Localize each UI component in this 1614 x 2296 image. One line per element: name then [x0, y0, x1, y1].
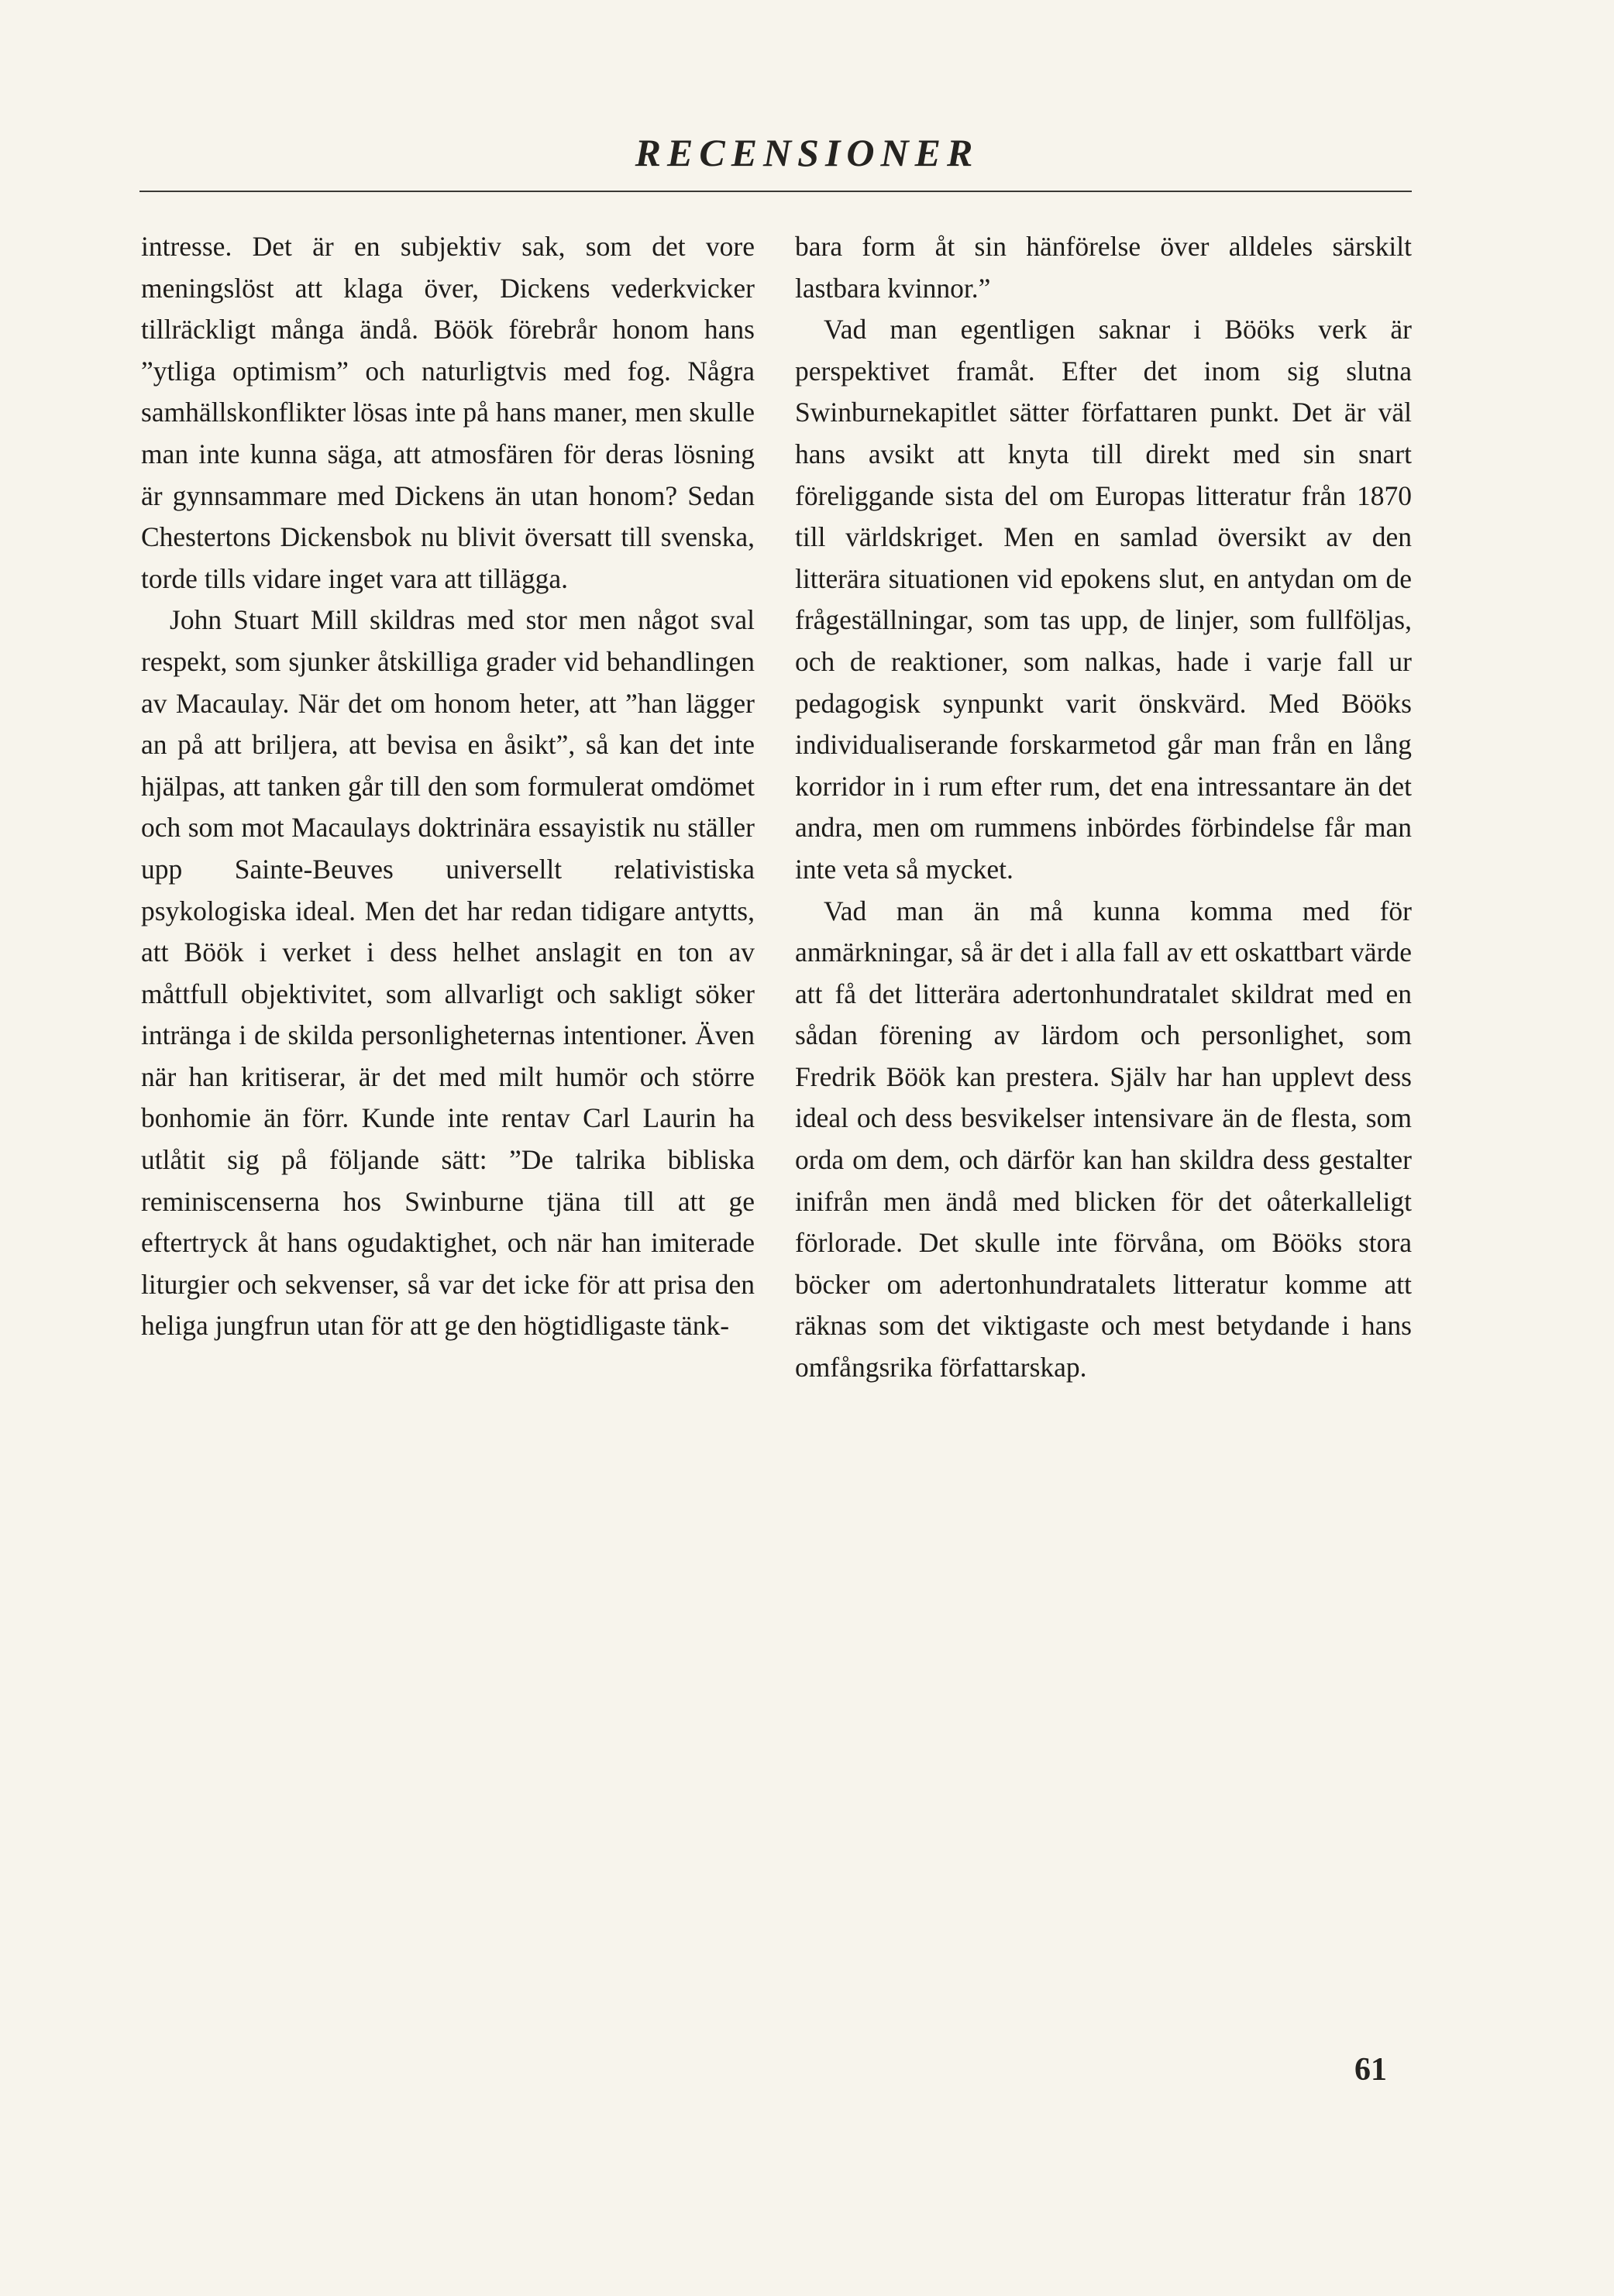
paragraph: John Stuart Mill skildras med stor men något sval respekt, som sjunker åtskilliga grader vid behandlingen av Macaulay. När det om honom heter, att ”han lägger an på att briljera, att bevisa en åsikt”, så kan det inte hjälpas, att tanken går till den som formulerat omdömet och som mot Macaulays doktrinära essayistik nu ställer upp Sainte-Beuves universellt relativistiska psykologiska ideal. Men det har redan tidigare antytts, att Böök i verket i dess helhet anslagit en ton av måttfull objektivitet, som allvarligt och sakligt söker inträngа i de skilda personligheternas intentioner. Även när han kritiserar, är det med milt humör och större bonhomie än förr. Kunde inte rentav Carl Laurin ha utlåtit sig på följande sätt: ”De talrika bibliska reminiscenserna hos Swinburne tjäna till att ge eftertryck åt hans ogudaktighet, och när han imiterade liturgier och sekvenser, så var det icke för att prisa den heliga jungfrun utan för att ge den högtidligaste tänk-	[141, 604, 755, 1342]
left-text-column	[141, 226, 755, 1347]
paragraph: bara form åt sin hänförelse över alldeles särskilt lastbara kvinnor.”	[795, 231, 1412, 304]
paragraph: Vad man än må kunna komma med för anmärkningar, så är det i alla fall av ett oskattbart värde att få det litterära adertonhundratalet skildrat med en sådan förening av lärdom och personlighet, som Fredrik Böök kan prestera. Själv har han upplevt dess ideal och dess besvikelser intensivare än de flesta, som orda om dem, och därför kan han skildra dess gestalter inifrån men ändå med blicken för det oåterkalleligt förlorade. Det skulle inte förvåna, om Bööks stora böcker om adertonhundratalets litteratur komme att räknas som det viktigaste och mest betydande i hans omfångsrika författarskap.	[795, 895, 1412, 1383]
running-header-title: RECENSIONER	[635, 131, 979, 174]
paragraph: Vad man egentligen saknar i Bööks verk är perspektivet framåt. Efter det inom sig slutna Swinburnekapitlet sätter författaren punkt. Det är väl hans avsikt att knyta till direkt med sin snart föreliggande sista del om Europas litteratur från 1870 till världskriget. Men en samlad översikt av den litterära situationen vid epokens slut, en antydan om de frågeställningar, som tas upp, de linjer, som fullföljas, och de reaktioner, som nalkas, hade i varje fall ur pedagogisk synpunkt varit önskvärd. Med Bööks individualiserande forskarmetod går man från en lång korridor in i rum efter rum, det ena intressantare än det andra, men om rummens inbördes förbindelse får man inte veta så mycket.	[795, 314, 1412, 885]
right-text-column	[795, 226, 1412, 1389]
header-divider	[139, 191, 1412, 192]
paragraph: intresse. Det är en subjektiv sak, som det vore meningslöst att klaga över, Dickens vederkvicker tillräckligt många ändå. Böök förebrår honom hans ”ytliga optimism” och naturligtvis med fog. Några samhällskonflikter lösas inte på hans maner, men skulle man inte kunna säga, att atmosfären för deras lösning är gynnsammare med Dickens än utan honom? Sedan Chestertons Dickensbok nu blivit översatt till svenska, torde tills vidare inget vara att tillägga.	[141, 231, 755, 594]
page-number: 61	[1354, 2052, 1387, 2088]
